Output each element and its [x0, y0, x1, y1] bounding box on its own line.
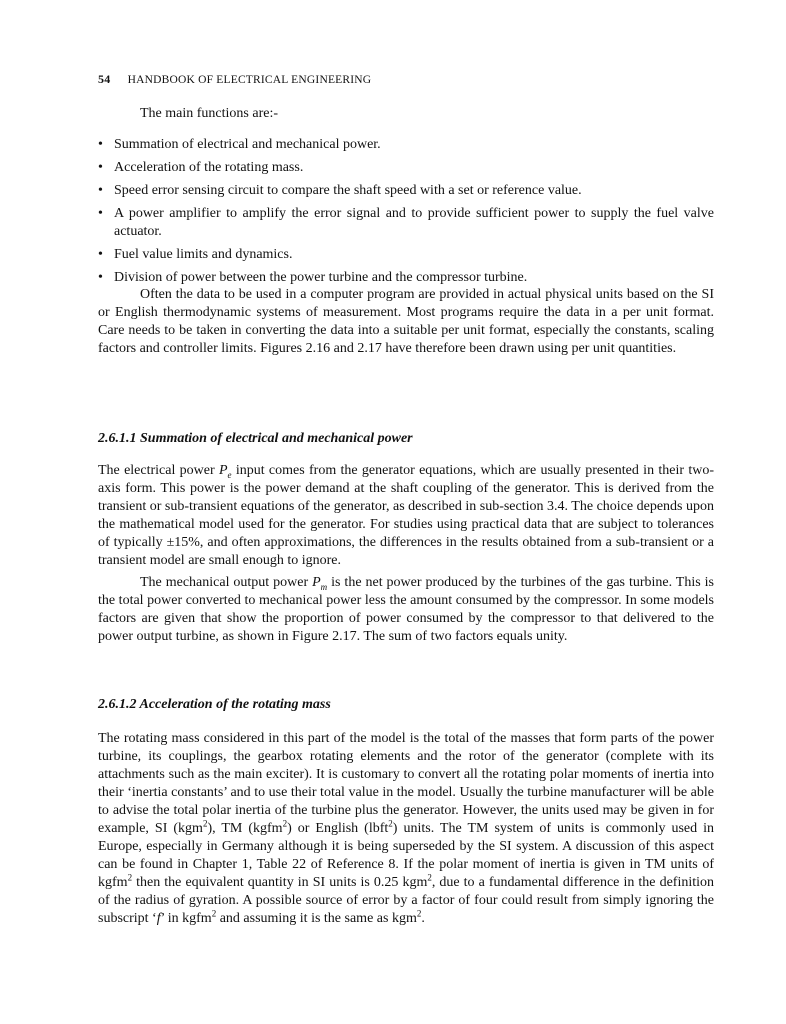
- text-run: , due to a fundamental difference in the definition of the radius of gyration. A possible source of error by a factor of four could result from simply ignoring the subscript ‘: [98, 875, 714, 926]
- text-run: The electrical power: [98, 463, 219, 478]
- bullet-icon: •: [98, 270, 103, 285]
- text-run: and assuming it is the same as kgm: [216, 911, 417, 926]
- section-heading-acceleration: 2.6.1.2 Acceleration of the rotating mass: [98, 697, 331, 712]
- electrical-power-paragraph: [98, 462, 714, 570]
- subscript-f-symbol: f: [156, 911, 161, 926]
- subscript-e: e: [227, 469, 232, 480]
- superscript: 2: [211, 908, 217, 919]
- superscript: 2: [202, 818, 208, 829]
- bullet-icon: •: [98, 206, 103, 221]
- list-item-text: Summation of electrical and mechanical power.: [114, 137, 381, 152]
- mechanical-power-paragraph: [98, 574, 714, 646]
- functions-list: [98, 136, 714, 292]
- rotating-mass-paragraph: [98, 730, 714, 928]
- list-item-text: Fuel value limits and dynamics.: [114, 247, 293, 262]
- list-item: [98, 269, 714, 287]
- page-number: 54: [98, 72, 111, 86]
- superscript: 2: [282, 818, 288, 829]
- running-title: HANDBOOK OF ELECTRICAL ENGINEERING: [127, 74, 372, 86]
- bullet-icon: •: [98, 160, 103, 175]
- text-run: is the net power produced by the turbines of the gas turbine. This is the total power converted to mechanical power less the amount consumed by the compressor. In some models factors are given that show the proportion of power consumed by the compressor to that delivered to the power output turbine, as shown in Figure 2.17. The sum of two factors equals unity.: [98, 575, 714, 644]
- symbol-pe: P: [218, 463, 228, 478]
- list-item: [98, 205, 714, 241]
- text-run: ) units. The TM system of units is commonly used in Europe, especially in Germany although it is being superseded by the SI system. A discussion of this aspect can be found in Chapter 1, Table 22 of Reference 8. If the polar moment of inertia is given in TM units of kgfm: [98, 821, 715, 890]
- list-item: [98, 136, 714, 154]
- text-run: ’ in kgfm: [160, 911, 212, 926]
- text-run: then the equivalent quantity in SI units is 0.25 kgm: [132, 875, 428, 890]
- section-heading-summation: 2.6.1.1 Summation of electrical and mechanical power: [98, 431, 413, 446]
- superscript: 2: [388, 818, 393, 829]
- list-item: [98, 182, 714, 200]
- list-item-text: Acceleration of the rotating mass.: [114, 160, 304, 175]
- text-run: .: [421, 911, 425, 926]
- text-run: input comes from the generator equations, which are usually presented in their two-axis form. This power is the power demand at the shaft coupling of the generator. This is derived from the transient or sub-transient equations of the generator, as described in sub-section 3.4. The choice depends upon the mathematical model used for the generator. For studies using practical data that are subject to tolerances of typically ±15%, and often approximations, the differences in the results obtained from a sub-transient or a transient model are small enough to ignore.: [98, 463, 714, 568]
- list-item-text: Division of power between the power turbine and the compressor turbine.: [114, 270, 528, 285]
- running-header: [98, 70, 371, 89]
- text-run: The mechanical output power: [140, 575, 313, 590]
- list-item-text: Speed error sensing circuit to compare the shaft speed with a set or reference value.: [114, 183, 582, 198]
- text-run: ) or English (lbft: [287, 821, 389, 836]
- text-run: ), TM (kgfm: [207, 821, 283, 836]
- subscript-m: m: [320, 581, 328, 592]
- superscript: 2: [127, 872, 133, 883]
- superscript: 2: [416, 908, 422, 919]
- bullet-icon: •: [98, 183, 103, 198]
- bullet-icon: •: [98, 247, 103, 262]
- acceleration-section-body: [98, 730, 714, 928]
- intro-line: The main functions are:-: [140, 106, 279, 121]
- units-paragraph: Often the data to be used in a computer program are provided in actual physical units based on the SI or English thermodynamic systems of measurement. Most programs require the data in a per unit format. Care needs to be taken in converting the data into a suitable per unit format, especially the constants, scaling factors and controller limits. Figures 2.16 and 2.17 have therefore been drawn using per unit quantities.: [98, 287, 714, 356]
- summation-section-body: [98, 462, 714, 646]
- text-run: The rotating mass considered in this part of the model is the total of the masses that form parts of the power turbine, its couplings, the gearbox rotating elements and the rotor of the generator (complete with its attachments such as the main exciter). It is customary to convert all the rotating polar moments of inertia into their ‘inertia constants’ and to use their total value in the model. Usually the turbine manufacturer will be able to advise the total polar inertia of the turbine plus the generator. However, the units used may be given in for example, SI (kgm: [98, 731, 714, 836]
- bullet-icon: •: [98, 137, 103, 152]
- symbol-pm: P: [312, 575, 321, 590]
- list-item: [98, 159, 714, 177]
- list-item: [98, 246, 714, 264]
- superscript: 2: [427, 872, 432, 883]
- list-item-text: A power amplifier to amplify the error signal and to provide sufficient power to supply the fuel valve actuator.: [114, 206, 714, 239]
